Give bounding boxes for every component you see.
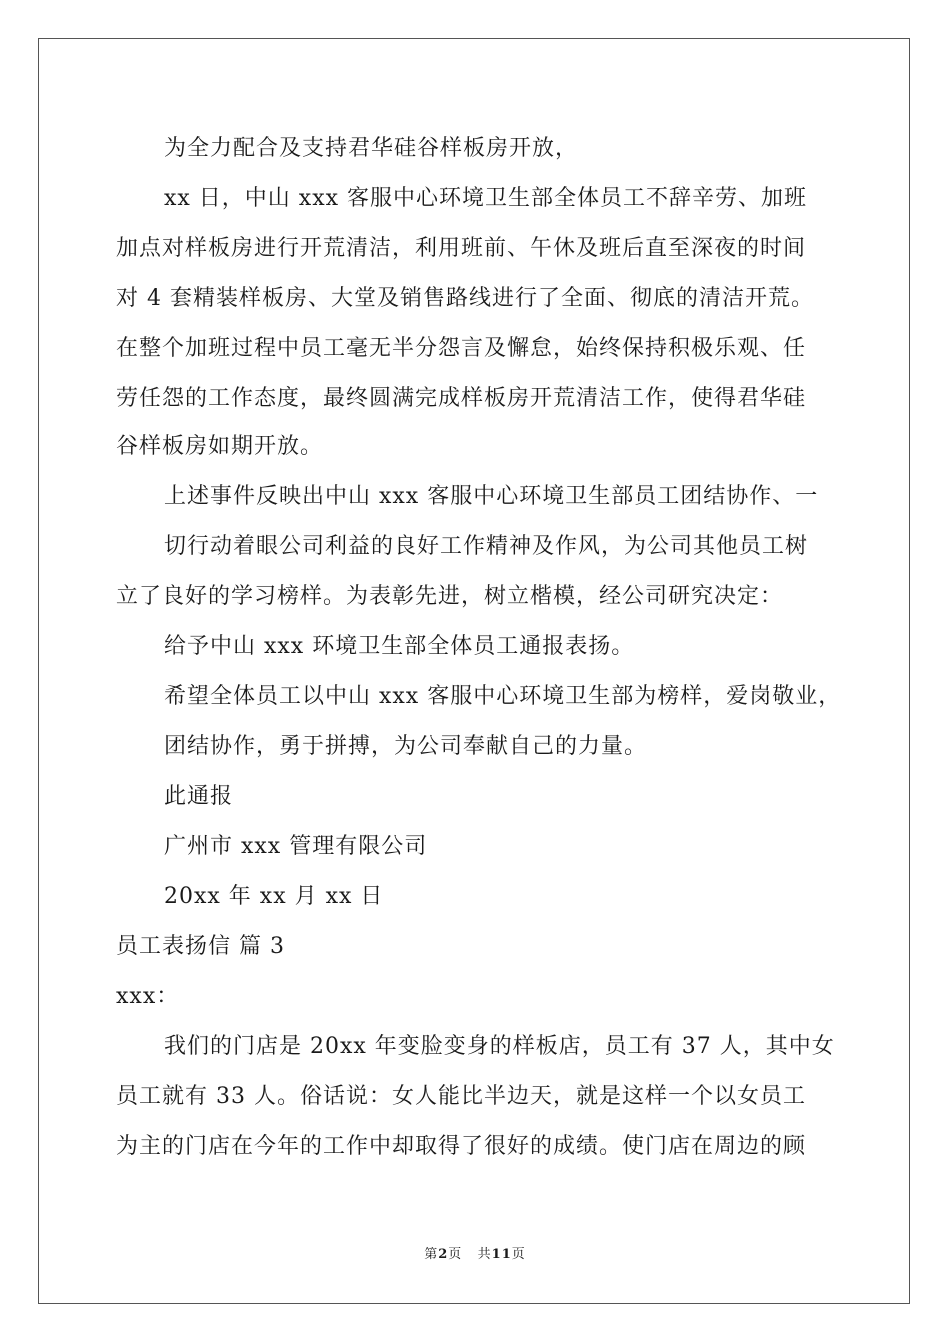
- footer-page-number: 2: [438, 1247, 449, 1262]
- body-line-7: 谷样板房如期开放。: [116, 434, 324, 459]
- footer-total-pages: 11: [491, 1247, 512, 1262]
- body-line-2: xx 日，中山 xxx 客服中心环境卫生部全体员工不辞辛劳、加班: [164, 186, 808, 211]
- signature-date: 20xx 年 xx 月 xx 日: [164, 884, 384, 909]
- body-line-8: 上述事件反映出中山 xxx 客服中心环境卫生部员工团结协作、一: [164, 484, 819, 509]
- closing-notice: 此通报: [164, 784, 234, 809]
- company-signature: 广州市 xxx 管理有限公司: [164, 834, 428, 859]
- body-line-1: 为全力配合及支持君华硅谷样板房开放，: [164, 136, 579, 161]
- body-line-13: 团结协作，勇于拼搏，为公司奉献自己的力量。: [164, 734, 648, 759]
- page-border: [38, 38, 910, 1304]
- section-heading: 员工表扬信 篇 3: [116, 934, 285, 959]
- footer-total-suffix: 页: [511, 1247, 526, 1262]
- body-line-9: 切行动着眼公司利益的良好工作精神及作风，为公司其他员工树: [164, 534, 809, 559]
- body-line-4: 对 4 套精装样板房、大堂及销售路线进行了全面、彻底的清洁开荒。: [116, 286, 814, 311]
- body-line-21: 为主的门店在今年的工作中却取得了很好的成绩。使门店在周边的顾: [116, 1134, 807, 1159]
- salutation: xxx：: [116, 984, 180, 1009]
- page-footer: [0, 1246, 950, 1264]
- body-line-19: 我们的门店是 20xx 年变脸变身的样板店，员工有 37 人，其中女: [164, 1034, 835, 1059]
- body-line-12: 希望全体员工以中山 xxx 客服中心环境卫生部为榜样，爱岗敬业，: [164, 684, 842, 709]
- body-line-6: 劳任怨的工作态度，最终圆满完成样板房开荒清洁工作，使得君华硅: [116, 386, 807, 411]
- body-line-10: 立了良好的学习榜样。为表彰先进，树立楷模，经公司研究决定：: [116, 584, 784, 609]
- footer-prefix: 第: [424, 1247, 439, 1262]
- body-line-11: 给予中山 xxx 环境卫生部全体员工通报表扬。: [164, 634, 635, 659]
- body-line-5: 在整个加班过程中员工毫无半分怨言及懈怠，始终保持积极乐观、任: [116, 336, 807, 361]
- body-line-3: 加点对样板房进行开荒清洁，利用班前、午休及班后直至深夜的时间: [116, 236, 807, 261]
- body-line-20: 员工就有 33 人。俗话说：女人能比半边天，就是这样一个以女员工: [116, 1084, 806, 1109]
- footer-page-suffix: 页 共: [448, 1247, 492, 1262]
